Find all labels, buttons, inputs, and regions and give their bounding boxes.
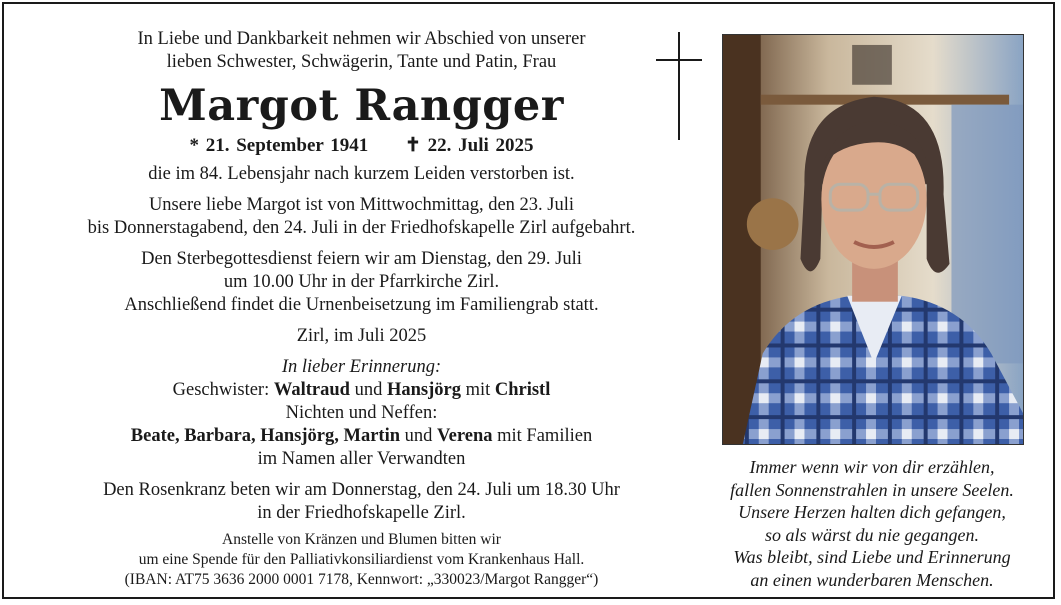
- poem-line: Was bleibt, sind Liebe und Erinnerung: [733, 547, 1011, 568]
- deceased-name: Margot Rangger: [159, 81, 564, 131]
- sibling-name: Christl: [494, 380, 551, 400]
- memory-heading: In lieber Erinnerung:: [281, 357, 442, 377]
- service-line: um 10.00 Uhr in der Pfarrkirche Zirl.: [223, 272, 500, 292]
- siblings-line: [34, 379, 689, 402]
- birth-date: * 21. September 1941: [189, 135, 369, 156]
- donation-line: (IBAN: AT75 3636 2000 0001 7178, Kennwort: „330023/Margot Rangger“): [124, 571, 599, 588]
- nieces-names: Beate, Barbara, Hansjörg, Martin: [130, 426, 401, 446]
- intro-line: lieben Schwester, Schwägerin, Tante und Patin, Frau: [166, 52, 557, 72]
- conjunction: mit: [460, 380, 495, 400]
- siblings-label: Geschwister:: [172, 380, 274, 400]
- poem-line: so als wärst du nie gegangen.: [765, 524, 979, 545]
- conjunction: und: [349, 380, 387, 400]
- age-line: die im 84. Lebensjahr nach kurzem Leiden verstorben ist.: [148, 164, 575, 184]
- relatives-line: im Namen aller Verwandten: [257, 449, 466, 469]
- poem-line: an einen wunderbaren Menschen.: [750, 569, 994, 590]
- memorial-poem: [694, 456, 1050, 592]
- donation-line: um eine Spende für den Palliativkonsiliardienst vom Krankenhaus Hall.: [138, 551, 585, 568]
- nieces-line: [34, 425, 689, 448]
- nieces-label: Nichten und Neffen:: [285, 403, 438, 423]
- portrait-illustration: [723, 35, 1023, 444]
- viewing-line: Unsere liebe Margot ist von Mittwochmittag, den 23. Juli: [148, 195, 575, 215]
- niece-name: Verena: [437, 426, 493, 446]
- life-dates: [34, 134, 689, 158]
- service-line: Den Sterbegottesdienst feiern wir am Dienstag, den 29. Juli: [141, 249, 582, 269]
- obituary-frame: [2, 2, 1055, 599]
- place-date: Zirl, im Juli 2025: [296, 326, 427, 346]
- conjunction: und: [400, 426, 438, 446]
- intro-line: In Liebe und Dankbarkeit nehmen wir Abschied von unserer: [137, 29, 586, 49]
- sibling-name: Waltraud: [273, 380, 350, 400]
- rosary-line: in der Friedhofskapelle Zirl.: [257, 503, 466, 523]
- death-date: ✝ 22. Juli 2025: [404, 135, 534, 156]
- donation-line: Anstelle von Kränzen und Blumen bitten wir: [222, 531, 501, 548]
- poem-line: Unsere Herzen halten dich gefangen,: [738, 502, 1006, 523]
- cross-icon: [656, 32, 702, 140]
- viewing-line: bis Donnerstagabend, den 24. Juli in der Friedhofskapelle Zirl aufgebahrt.: [87, 218, 636, 238]
- portrait-photo: [722, 34, 1024, 445]
- rosary-line: Den Rosenkranz beten wir am Donnerstag, den 24. Juli um 18.30 Uhr: [103, 480, 620, 500]
- service-line: Anschließend findet die Urnenbeisetzung im Familiengrab statt.: [124, 295, 599, 315]
- obituary-text: [34, 28, 689, 590]
- poem-line: fallen Sonnenstrahlen in unsere Seelen.: [730, 479, 1014, 500]
- poem-line: Immer wenn wir von dir erzählen,: [749, 457, 995, 477]
- with-families: mit Familien: [492, 426, 593, 446]
- sibling-name: Hansjörg: [386, 380, 461, 400]
